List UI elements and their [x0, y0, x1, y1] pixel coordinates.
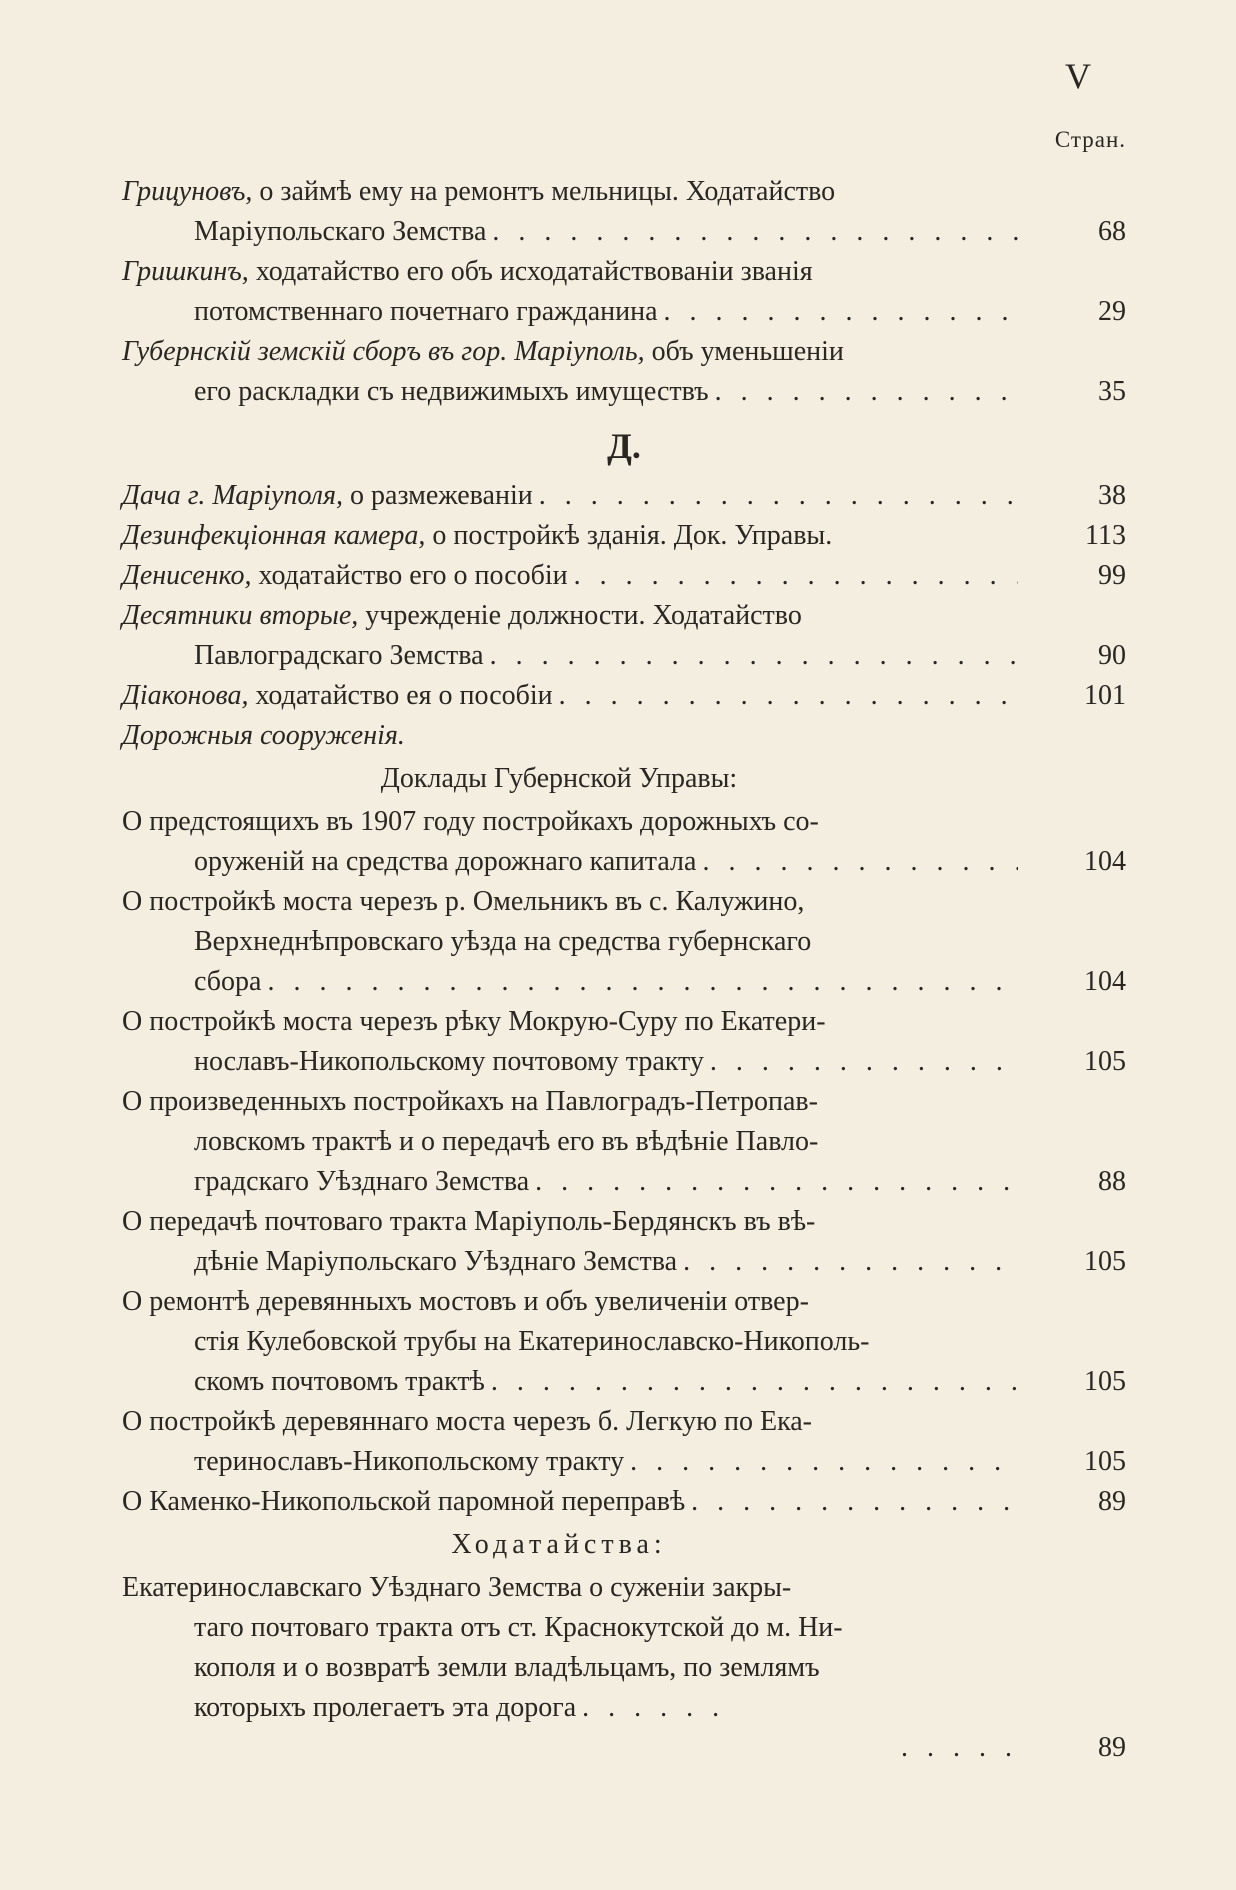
page-ref: 104 [1084, 846, 1126, 877]
doklad-entry [122, 1202, 1126, 1282]
entry-head: Губернскій земскій сборъ въ гор. Маріуполь, [122, 336, 645, 367]
subheading-doklady: Доклады Губернской Управы: [380, 763, 738, 794]
index-entry-dezinfektsionnaya [122, 516, 1126, 556]
index-entry-gritsunov [122, 172, 1126, 252]
index-entry-dorozhnye [122, 716, 1126, 756]
entry-head: Діаконова, [122, 680, 249, 711]
entry-text: теринославъ-Никопольскому тракту [194, 1446, 625, 1477]
page-ref: 89 [1098, 1732, 1126, 1763]
page-ref: 105 [1084, 1446, 1126, 1477]
entry-text: о займѣ ему на ремонтъ мельницы. Ходатайство [252, 176, 836, 207]
index-content [122, 172, 1126, 1768]
entry-text: оруженій на средства дорожнаго капитала [194, 846, 697, 877]
entry-text: Маріупольскаго Земства [194, 216, 487, 247]
doklad-entry [122, 802, 1126, 882]
entry-text: О передачѣ почтоваго тракта Маріуполь-Бердянскъ въ вѣ- [122, 1206, 816, 1237]
index-entry-desyatniki [122, 596, 1126, 676]
entry-head: Денисенко, [122, 560, 252, 591]
entry-text: ходатайство ея о пособіи [248, 680, 553, 711]
doklad-entry [122, 1082, 1126, 1202]
entry-text: стія Кулебовской трубы на Екатеринославско-Никополь- [194, 1326, 870, 1357]
entry-text: о постройкѣ зданія. Док. Управы. [425, 520, 833, 551]
entry-text: кополя и о возвратѣ земли владѣльцамъ, по землямъ [194, 1652, 820, 1683]
page-ref: 88 [1098, 1166, 1126, 1197]
entry-text: сбора [194, 966, 262, 997]
index-entry-dacha [122, 476, 1126, 516]
page-ref: 90 [1098, 640, 1126, 671]
entry-head: Дорожныя сооруженія. [122, 720, 405, 751]
index-entry-grishkin [122, 252, 1126, 332]
page-number-roman: V [1065, 56, 1091, 96]
entry-head: Грицуновъ, [122, 176, 253, 207]
entry-text: О ремонтѣ деревянныхъ мостовъ и объ увеличеніи отвер- [122, 1286, 809, 1317]
entry-text: потомственнаго почетнаго гражданина [194, 296, 658, 327]
entry-text: ловскомъ трактѣ и о передачѣ его въ вѣдѣніе Павло- [194, 1126, 819, 1157]
entry-text: объ уменьшеніи [644, 336, 844, 367]
entry-text: Павлоградскаго Земства [194, 640, 484, 671]
doklad-entry [122, 1482, 1126, 1522]
doklady-list [122, 802, 1126, 1522]
entry-text: дѣніе Маріупольскаго Уѣзднаго Земства [194, 1246, 678, 1277]
page-ref: 104 [1084, 966, 1126, 997]
entry-text: Екатеринославскаго Уѣзднаго Земства о суженіи закры- [122, 1572, 792, 1603]
entry-text: ходатайство его объ исходатайствованіи званія [248, 256, 813, 287]
page-ref: 38 [1098, 480, 1126, 511]
entry-text: нославъ-Никопольскому почтовому тракту [194, 1046, 704, 1077]
index-entry-diakonova [122, 676, 1126, 716]
entry-text: О произведенныхъ постройкахъ на Павлоградъ-Петропав- [122, 1086, 818, 1117]
index-entry-hodataistvo: Екатеринославскаго Уѣзднаго Земства о суженіи закры- таго почтоваго тракта отъ ст. Краснокутской до м. Ни- кополя и о возвратѣ земли владѣльцамъ, по землямъ которыхъ пролегаетъ эта дорога . . . . . . . . . . . 89 [122, 1568, 1126, 1768]
subheading-hodataistva: Ходатайства: [451, 1529, 667, 1560]
page-ref: 29 [1098, 296, 1126, 327]
entry-text: которыхъ пролегаетъ эта дорога [194, 1692, 577, 1723]
entry-head: Гришкинъ, [122, 256, 249, 287]
page-ref: 105 [1084, 1246, 1126, 1277]
doklad-entry [122, 1402, 1126, 1482]
page-column-header: Стран. [1054, 127, 1126, 152]
entry-text: ходатайство его о пособіи [251, 560, 568, 591]
entry-text: О предстоящихъ въ 1907 году постройкахъ дорожныхъ со- [122, 806, 819, 837]
page-ref: 68 [1098, 216, 1126, 247]
page-ref: 105 [1084, 1366, 1126, 1397]
section-letter: Д. [607, 426, 641, 466]
page-ref: 89 [1098, 1486, 1126, 1517]
entry-head: Десятники вторые, [122, 600, 359, 631]
entry-text: О постройкѣ моста черезъ рѣку Мокрую-Суру по Екатери- [122, 1006, 826, 1037]
entry-head: Дача г. Маріуполя, [122, 480, 344, 511]
entry-text: О постройкѣ деревяннаго моста черезъ б. Легкую по Ека- [122, 1406, 813, 1437]
entry-head: Дезинфекціонная камера, [122, 520, 426, 551]
entry-text: градскаго Уѣзднаго Земства [194, 1166, 530, 1197]
index-entry-gubernsky-sbor [122, 332, 1126, 412]
entry-text: учрежденіе должности. Ходатайство [358, 600, 802, 631]
entry-text: О постройкѣ моста черезъ р. Омельникъ въ с. Калужино, [122, 886, 805, 917]
entry-text: Верхнеднѣпровскаго уѣзда на средства губернскаго [194, 926, 812, 957]
doklad-entry [122, 1002, 1126, 1082]
page-ref: 101 [1084, 680, 1126, 711]
page-ref: 99 [1098, 560, 1126, 591]
leader-dots: . . . . . [901, 1732, 1018, 1763]
entry-text: таго почтоваго тракта отъ ст. Краснокутской до м. Ни- [194, 1612, 843, 1643]
page-ref: 113 [1085, 520, 1126, 551]
entry-text: его раскладки съ недвижимыхъ имуществъ [194, 376, 709, 407]
doklad-entry [122, 1282, 1126, 1402]
doklad-entry [122, 882, 1126, 1002]
page-ref: 35 [1098, 376, 1126, 407]
index-entry-denisenko [122, 556, 1126, 596]
entry-text: скомъ почтовомъ трактѣ [194, 1366, 485, 1397]
entry-text: О Каменко-Никопольской паромной переправѣ [122, 1486, 686, 1517]
entry-text: о размежеваніи [343, 480, 533, 511]
page-ref: 105 [1084, 1046, 1126, 1077]
